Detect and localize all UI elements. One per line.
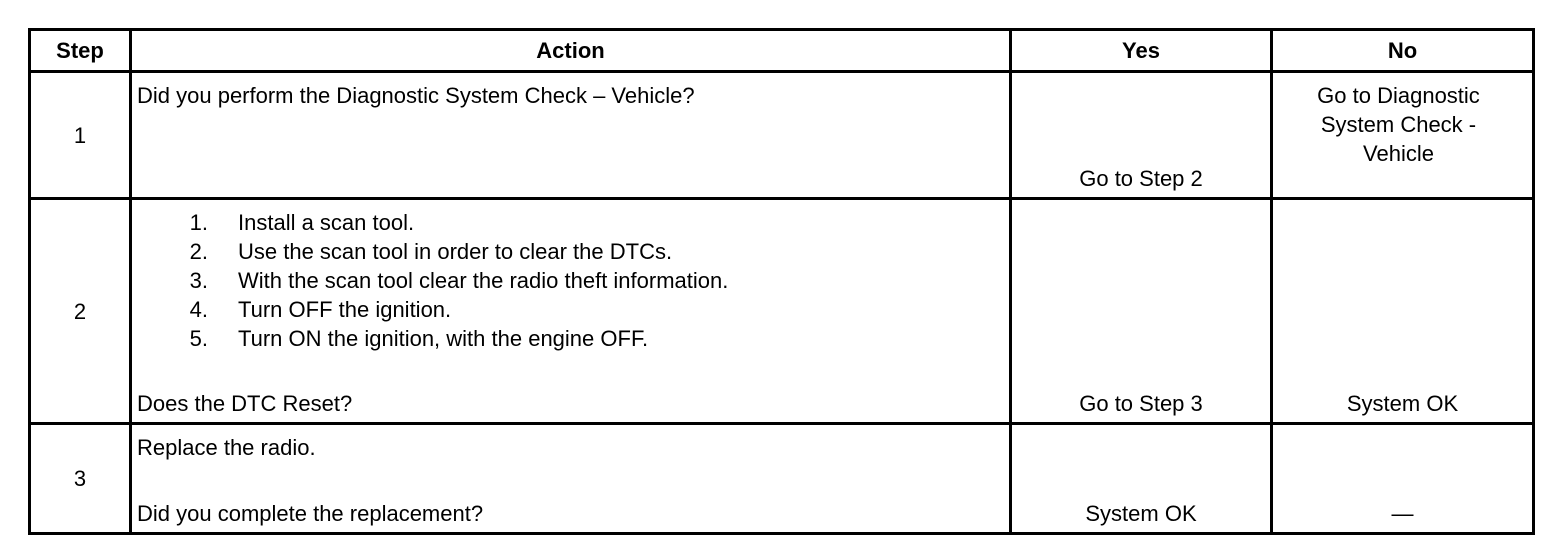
no-cell [1272, 424, 1534, 534]
list-text: Use the scan tool in order to clear the DTCs. [238, 239, 673, 264]
action-cell [131, 72, 1011, 199]
list-number: 4. [189, 297, 208, 322]
no-result: System OK [1346, 391, 1459, 416]
action-text: Replace the radio. [137, 435, 316, 460]
question-text: Did you complete the replacement? [137, 501, 484, 526]
no-result [1273, 73, 1532, 168]
action-text: Did you perform the Diagnostic System Check – Vehicle? [137, 83, 695, 108]
question-text: Does the DTC Reset? [137, 391, 353, 416]
action-cell [131, 199, 1011, 424]
action-cell [131, 424, 1011, 534]
list-number: 2. [189, 239, 208, 264]
yes-cell [1011, 72, 1272, 199]
procedure-list [132, 200, 1009, 353]
no-result-line: Vehicle [1363, 141, 1434, 166]
list-item [132, 266, 1009, 295]
no-cell [1272, 72, 1534, 199]
header-yes: Yes [1011, 30, 1272, 72]
list-number: 1. [189, 210, 208, 235]
table-row [30, 72, 1534, 199]
step-number: 2 [30, 199, 131, 424]
yes-result: Go to Step 2 [1079, 166, 1203, 191]
header-no: No [1272, 30, 1534, 72]
list-text: With the scan tool clear the radio theft information. [238, 268, 729, 293]
table-row [30, 424, 1534, 534]
list-number: 3. [189, 268, 208, 293]
no-result-line: Go to Diagnostic [1317, 83, 1480, 108]
list-item [132, 208, 1009, 237]
list-item [132, 237, 1009, 266]
no-result-dash: — [1391, 501, 1414, 526]
yes-result: System OK [1085, 501, 1197, 526]
step-number: 3 [30, 424, 131, 534]
diagnostic-table [28, 28, 1535, 535]
list-text: Install a scan tool. [238, 210, 415, 235]
yes-cell [1011, 199, 1272, 424]
table-header-row [30, 30, 1534, 72]
list-item [132, 324, 1009, 353]
no-result-line: System Check - [1320, 112, 1477, 137]
yes-cell [1011, 424, 1272, 534]
no-cell [1272, 199, 1534, 424]
table-row [30, 199, 1534, 424]
list-item [132, 295, 1009, 324]
header-action: Action [131, 30, 1011, 72]
list-text: Turn ON the ignition, with the engine OFF. [238, 326, 649, 351]
header-step: Step [30, 30, 131, 72]
yes-result: Go to Step 3 [1079, 391, 1203, 416]
list-number: 5. [189, 326, 208, 351]
list-text: Turn OFF the ignition. [238, 297, 452, 322]
step-number: 1 [30, 72, 131, 199]
